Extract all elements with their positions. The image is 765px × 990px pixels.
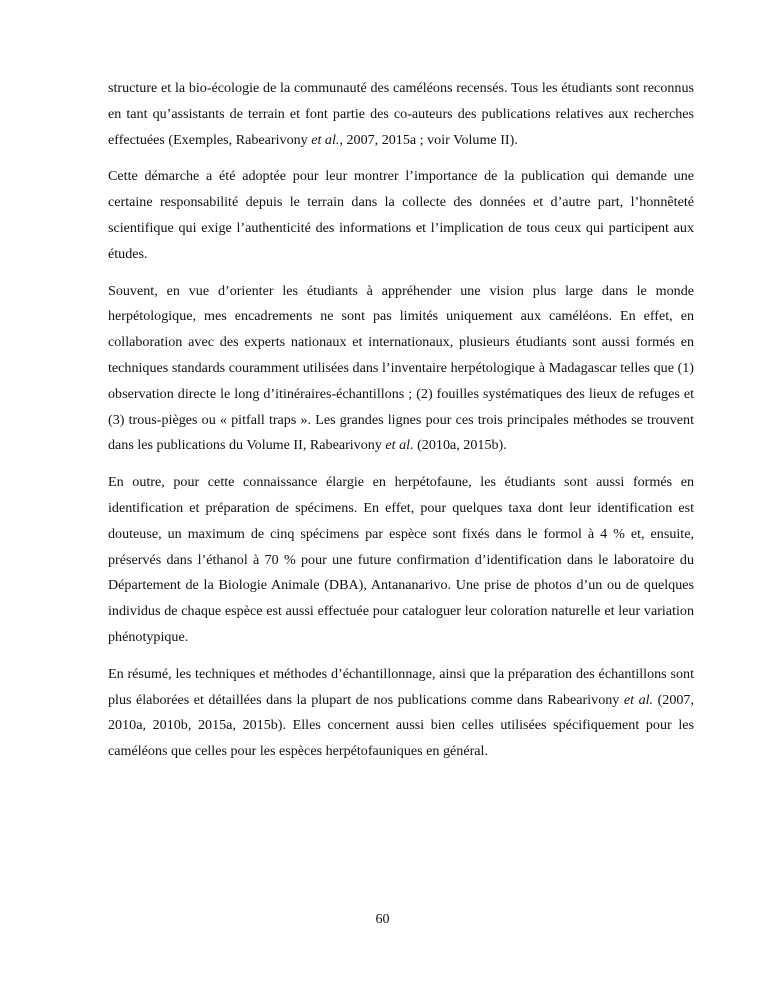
paragraph [108,164,694,267]
italic-citation: et al. [311,131,340,148]
text-run: , 2007, 2015a ; voir Volume II). [339,131,518,148]
document-body [108,76,694,776]
text-run: (2007, 2010a, 2010b, 2015a, 2015b). Elles concernent aussi bien celles utilisées spécifiquement pour les caméléons que celles pour les espèces herpétofauniques en général. [108,691,694,760]
paragraph [108,662,694,765]
paragraph [108,76,694,153]
text-run: structure et la bio-écologie de la communauté des caméléons recensés. Tous les étudiants sont reconnus en tant qu’assistants de terrain et font partie des co-auteurs des publications relatives aux recherches effectuées (Exemples, Rabearivony [108,80,694,148]
italic-citation: et al. [385,437,414,454]
text-run: Souvent, en vue d’orienter les étudiants à appréhender une vision plus large dans le monde herpétologique, mes encadrements ne sont pas limités uniquement aux caméléons. En effet, en collaboration avec des experts nationaux et internationaux, plusieurs étudiants sont aussi formés en techniques standards couramment utilisées dans l’inventaire herpétologique à Madagascar telles que (1) observation directe le long d’itinéraires-échantillons ; (2) fouilles systématiques des lieux de refuges et (3) trous-pièges ou « pitfall traps ». Les grandes lignes pour ces trois principales méthodes se trouvent dans les publications du Volume II, Rabearivony [108,282,694,454]
page-number: 60 [375,911,390,927]
paragraph [108,279,694,460]
paragraph [108,470,694,651]
text-run: En résumé, les techniques et méthodes d’échantillonnage, ainsi que la préparation des échantillons sont plus élaborées et détaillées dans la plupart de nos publications comme dans Rabearivony [108,665,694,708]
text-run: Cette démarche a été adoptée pour leur montrer l’importance de la publication qui demande une certaine responsabilité depuis le terrain dans la collecte des données et d’autre part, l’honnêteté scientifique qui exige l’authenticité des informations et l’implication de tous ceux qui participent aux études. [108,168,694,262]
italic-citation: et al. [623,691,654,708]
text-run: En outre, pour cette connaissance élargie en herpétofaune, les étudiants sont aussi formés en identification et préparation de spécimens. En effet, pour quelques taxa dont leur identification est douteuse, un maximum de cinq spécimens par espèce sont fixés dans le formol à 4 % et, ensuite, préservés dans l’éthanol à 70 % pour une future confirmation d’identification dans le laboratoire du Département de la Biologie Animale (DBA), Antananarivo. Une prise de photos d’un ou de quelques individus de chaque espèce est aussi effectuée pour cataloguer leur coloration naturelle et leur variation phénotypique. [108,474,694,645]
text-run: (2010a, 2015b). [413,437,507,454]
